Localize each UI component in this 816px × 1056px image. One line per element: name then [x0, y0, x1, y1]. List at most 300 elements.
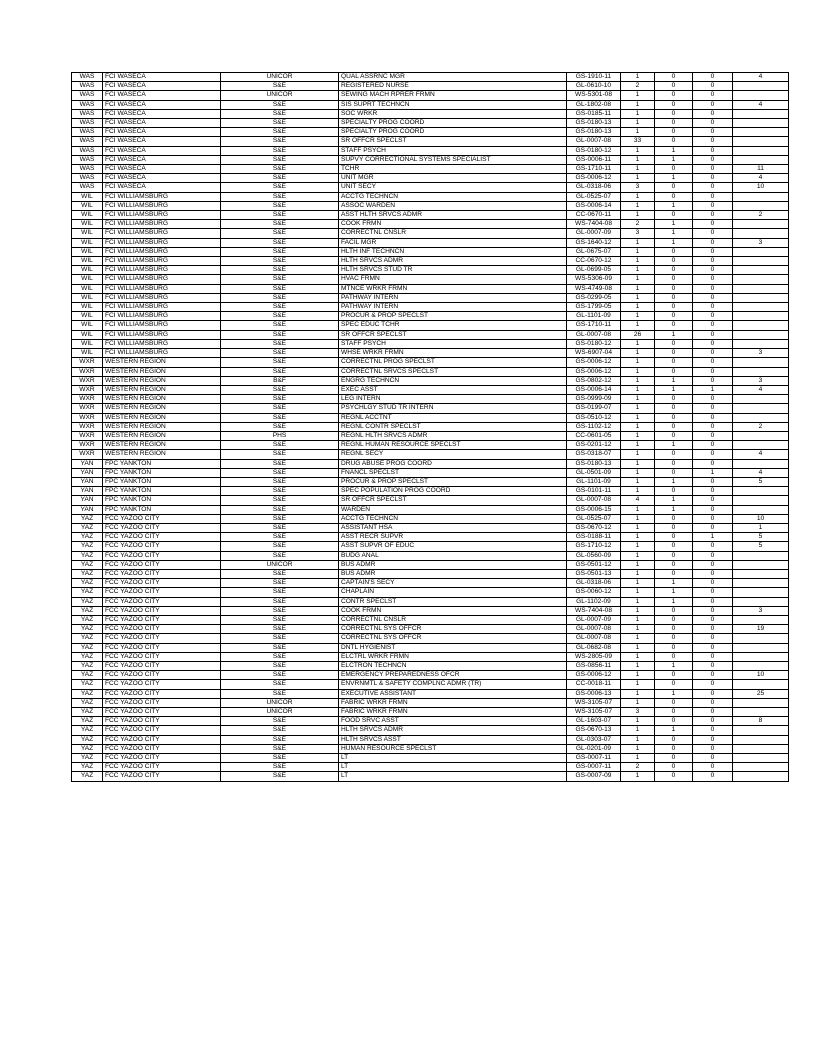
col-b-cell: 0 [693, 542, 733, 551]
site-code-cell: WXR [72, 385, 103, 394]
col-a-cell: 0 [655, 634, 693, 643]
grade-cell: GS-1102-12 [567, 422, 621, 431]
site-code-cell: WIL [72, 220, 103, 229]
col-b-cell: 1 [693, 385, 733, 394]
position-title-cell: ASSISTANT HSA [339, 523, 567, 532]
count-cell: 1 [621, 588, 655, 597]
table-row [72, 303, 789, 312]
grade-cell: GS-0501-12 [567, 560, 621, 569]
table-row [72, 754, 789, 763]
institution-cell: FCI WILLIAMSBURG [103, 339, 221, 348]
institution-cell: FCI WILLIAMSBURG [103, 257, 221, 266]
position-title-cell: BUS ADMR [339, 560, 567, 569]
col-b-cell: 0 [693, 266, 733, 275]
col-a-cell: 1 [655, 155, 693, 164]
count-cell: 1 [621, 238, 655, 247]
table-row [72, 128, 789, 137]
table-row [72, 201, 789, 210]
col-c-cell: 2 [733, 422, 789, 431]
fund-cell: S&E [221, 625, 339, 634]
count-cell: 33 [621, 137, 655, 146]
fund-cell: S&E [221, 487, 339, 496]
count-cell: 1 [621, 211, 655, 220]
col-b-cell: 0 [693, 763, 733, 772]
position-title-cell: WARDEN [339, 505, 567, 514]
position-title-cell: ASST SUPVR OF EDUC [339, 542, 567, 551]
grade-cell: GS-0670-12 [567, 523, 621, 532]
table-row [72, 413, 789, 422]
site-code-cell: WXR [72, 376, 103, 385]
site-code-cell: YAN [72, 468, 103, 477]
col-c-cell [733, 404, 789, 413]
col-b-cell: 0 [693, 119, 733, 128]
col-a-cell: 0 [655, 754, 693, 763]
col-a-cell: 0 [655, 100, 693, 109]
institution-cell: FCC YAZOO CITY [103, 579, 221, 588]
grade-cell: GS-1799-05 [567, 303, 621, 312]
col-b-cell: 0 [693, 505, 733, 514]
institution-cell: FCI WASECA [103, 165, 221, 174]
col-c-cell [733, 744, 789, 753]
col-a-cell: 1 [655, 220, 693, 229]
col-c-cell: 3 [733, 376, 789, 385]
col-a-cell: 1 [655, 174, 693, 183]
count-cell: 1 [621, 100, 655, 109]
site-code-cell: WIL [72, 293, 103, 302]
table-row [72, 73, 789, 82]
fund-cell: S&E [221, 358, 339, 367]
institution-cell: FCC YAZOO CITY [103, 551, 221, 560]
col-a-cell: 1 [655, 588, 693, 597]
fund-cell: S&E [221, 468, 339, 477]
institution-cell: FCC YAZOO CITY [103, 533, 221, 542]
institution-cell: WESTERN REGION [103, 395, 221, 404]
fund-cell: S&E [221, 257, 339, 266]
position-title-cell: SIS SUPRT TECHNCN [339, 100, 567, 109]
count-cell: 1 [621, 321, 655, 330]
count-cell: 1 [621, 404, 655, 413]
fund-cell: S&E [221, 211, 339, 220]
col-b-cell: 0 [693, 487, 733, 496]
col-c-cell [733, 192, 789, 201]
position-title-cell: UNIT MGR [339, 174, 567, 183]
count-cell: 1 [621, 468, 655, 477]
fund-cell: S&E [221, 772, 339, 781]
grade-cell: WS-5306-09 [567, 275, 621, 284]
col-b-cell: 0 [693, 367, 733, 376]
site-code-cell: YAN [72, 459, 103, 468]
col-b-cell: 0 [693, 413, 733, 422]
position-title-cell: SPEC EDUC TCHR [339, 321, 567, 330]
grade-cell: GS-0180-12 [567, 339, 621, 348]
col-b-cell: 0 [693, 229, 733, 238]
position-title-cell: HVAC FRMN [339, 275, 567, 284]
table-row [72, 358, 789, 367]
col-b-cell: 0 [693, 422, 733, 431]
col-b-cell: 0 [693, 404, 733, 413]
count-cell: 1 [621, 551, 655, 560]
col-b-cell: 0 [693, 137, 733, 146]
site-code-cell: YAZ [72, 523, 103, 532]
position-title-cell: CORRECTNL SYS OFFCR [339, 625, 567, 634]
col-b-cell: 0 [693, 431, 733, 440]
institution-cell: FCC YAZOO CITY [103, 744, 221, 753]
col-a-cell: 0 [655, 349, 693, 358]
position-title-cell: COOK FRMN [339, 606, 567, 615]
position-title-cell: FNANCL SPECLST [339, 468, 567, 477]
institution-cell: FCC YAZOO CITY [103, 671, 221, 680]
fund-cell: S&E [221, 689, 339, 698]
table-row [72, 477, 789, 486]
fund-cell: S&E [221, 192, 339, 201]
institution-cell: FCI WILLIAMSBURG [103, 293, 221, 302]
count-cell: 1 [621, 155, 655, 164]
grade-cell: WS-2805-09 [567, 652, 621, 661]
site-code-cell: YAZ [72, 514, 103, 523]
col-b-cell: 0 [693, 698, 733, 707]
site-code-cell: WIL [72, 349, 103, 358]
col-a-cell: 0 [655, 82, 693, 91]
col-b-cell: 0 [693, 220, 733, 229]
grade-cell: GS-0185-11 [567, 109, 621, 118]
site-code-cell: WXR [72, 441, 103, 450]
col-b-cell: 0 [693, 726, 733, 735]
position-title-cell: SPEC POPULATION PROG COORD [339, 487, 567, 496]
col-b-cell: 0 [693, 128, 733, 137]
grade-cell: WS-5301-08 [567, 91, 621, 100]
institution-cell: FPC YANKTON [103, 487, 221, 496]
col-b-cell: 0 [693, 689, 733, 698]
count-cell: 1 [621, 284, 655, 293]
fund-cell: S&E [221, 505, 339, 514]
table-row [72, 257, 789, 266]
table-body [72, 73, 789, 782]
fund-cell: S&E [221, 523, 339, 532]
table-row [72, 183, 789, 192]
grade-cell: GS-1710-11 [567, 321, 621, 330]
col-c-cell [733, 82, 789, 91]
grade-cell: GS-0006-14 [567, 385, 621, 394]
site-code-cell: YAZ [72, 542, 103, 551]
table-row [72, 137, 789, 146]
position-title-cell: HUMAN RESOURCE SPECLST [339, 744, 567, 753]
count-cell: 1 [621, 754, 655, 763]
table-row [72, 551, 789, 560]
position-title-cell: ELCTRON TECHNCN [339, 662, 567, 671]
vacancy-table [71, 72, 789, 782]
col-b-cell: 0 [693, 395, 733, 404]
institution-cell: FCC YAZOO CITY [103, 772, 221, 781]
grade-cell: GS-0180-12 [567, 146, 621, 155]
site-code-cell: WAS [72, 109, 103, 118]
institution-cell: FCI WASECA [103, 137, 221, 146]
fund-cell: S&E [221, 321, 339, 330]
position-title-cell: CORRECTNL CNSLR [339, 229, 567, 238]
grade-cell: GS-0006-15 [567, 505, 621, 514]
grade-cell: GS-1710-12 [567, 542, 621, 551]
table-row [72, 662, 789, 671]
fund-cell: S&E [221, 569, 339, 578]
count-cell: 1 [621, 662, 655, 671]
institution-cell: FCI WILLIAMSBURG [103, 349, 221, 358]
position-title-cell: COOK FRMN [339, 220, 567, 229]
table-row [72, 772, 789, 781]
col-a-cell: 0 [655, 698, 693, 707]
col-b-cell: 0 [693, 109, 733, 118]
col-c-cell [733, 569, 789, 578]
grade-cell: GS-0006-13 [567, 689, 621, 698]
position-title-cell: CORRECTNL CNSLR [339, 615, 567, 624]
table-row [72, 459, 789, 468]
institution-cell: FCI WILLIAMSBURG [103, 192, 221, 201]
site-code-cell: WAS [72, 174, 103, 183]
col-b-cell: 0 [693, 192, 733, 201]
fund-cell: S&E [221, 339, 339, 348]
position-title-cell: LT [339, 754, 567, 763]
count-cell: 3 [621, 708, 655, 717]
institution-cell: FCC YAZOO CITY [103, 560, 221, 569]
col-c-cell [733, 109, 789, 118]
fund-cell: B&F [221, 376, 339, 385]
grade-cell: CC-0670-11 [567, 211, 621, 220]
col-b-cell: 0 [693, 708, 733, 717]
site-code-cell: WXR [72, 450, 103, 459]
col-c-cell [733, 662, 789, 671]
col-c-cell [733, 303, 789, 312]
fund-cell: S&E [221, 137, 339, 146]
col-c-cell [733, 496, 789, 505]
fund-cell: S&E [221, 404, 339, 413]
fund-cell: S&E [221, 606, 339, 615]
col-a-cell: 0 [655, 514, 693, 523]
col-c-cell [733, 413, 789, 422]
table-row [72, 220, 789, 229]
fund-cell: S&E [221, 597, 339, 606]
col-b-cell: 0 [693, 625, 733, 634]
count-cell: 1 [621, 431, 655, 440]
institution-cell: FCI WILLIAMSBURG [103, 303, 221, 312]
count-cell: 1 [621, 671, 655, 680]
col-b-cell: 0 [693, 82, 733, 91]
col-c-cell [733, 680, 789, 689]
count-cell: 1 [621, 625, 655, 634]
site-code-cell: WIL [72, 211, 103, 220]
col-c-cell [733, 146, 789, 155]
col-b-cell: 0 [693, 91, 733, 100]
position-title-cell: SR OFFCR SPECLST [339, 496, 567, 505]
grade-cell: GL-0007-09 [567, 615, 621, 624]
col-a-cell: 0 [655, 183, 693, 192]
site-code-cell: WAS [72, 100, 103, 109]
col-c-cell [733, 643, 789, 652]
site-code-cell: YAZ [72, 754, 103, 763]
table-row [72, 726, 789, 735]
site-code-cell: YAZ [72, 671, 103, 680]
table-row [72, 293, 789, 302]
institution-cell: FCI WASECA [103, 100, 221, 109]
col-b-cell: 1 [693, 533, 733, 542]
position-title-cell: HLTH SRVCS ADMR [339, 726, 567, 735]
table-row [72, 321, 789, 330]
count-cell: 3 [621, 229, 655, 238]
col-c-cell: 4 [733, 385, 789, 394]
fund-cell: S&E [221, 100, 339, 109]
fund-cell: S&E [221, 533, 339, 542]
col-a-cell: 0 [655, 735, 693, 744]
count-cell: 2 [621, 220, 655, 229]
col-c-cell [733, 284, 789, 293]
count-cell: 1 [621, 514, 655, 523]
col-a-cell: 1 [655, 238, 693, 247]
table-row [72, 339, 789, 348]
grade-cell: GS-0318-07 [567, 450, 621, 459]
institution-cell: FCI WILLIAMSBURG [103, 312, 221, 321]
count-cell: 1 [621, 247, 655, 256]
count-cell: 1 [621, 293, 655, 302]
position-title-cell: PSYCHLGY STUD TR INTERN [339, 404, 567, 413]
col-c-cell: 4 [733, 174, 789, 183]
institution-cell: FCI WASECA [103, 155, 221, 164]
col-c-cell: 2 [733, 211, 789, 220]
fund-cell: UNICOR [221, 73, 339, 82]
count-cell: 1 [621, 772, 655, 781]
fund-cell: S&E [221, 652, 339, 661]
table-row [72, 82, 789, 91]
institution-cell: FCC YAZOO CITY [103, 588, 221, 597]
institution-cell: FCI WASECA [103, 128, 221, 137]
position-title-cell: REGNL HLTH SRVCS ADMR [339, 431, 567, 440]
grade-cell: GL-0318-06 [567, 183, 621, 192]
col-c-cell: 11 [733, 165, 789, 174]
count-cell: 1 [621, 606, 655, 615]
grade-cell: GS-0180-13 [567, 128, 621, 137]
position-title-cell: ENVRNMTL & SAFETY COMPLNC ADMR (TR) [339, 680, 567, 689]
institution-cell: FCI WASECA [103, 109, 221, 118]
table-row [72, 91, 789, 100]
position-title-cell: CORRECTNL PROG SPECLST [339, 358, 567, 367]
col-c-cell [733, 312, 789, 321]
grade-cell: GS-0060-12 [567, 588, 621, 597]
fund-cell: S&E [221, 395, 339, 404]
institution-cell: FCI WILLIAMSBURG [103, 266, 221, 275]
col-a-cell: 0 [655, 266, 693, 275]
table-row [72, 606, 789, 615]
position-title-cell: SR OFFCR SPECLST [339, 137, 567, 146]
position-title-cell: EXEC ASST [339, 385, 567, 394]
institution-cell: FCC YAZOO CITY [103, 569, 221, 578]
institution-cell: FCI WASECA [103, 146, 221, 155]
col-b-cell: 0 [693, 606, 733, 615]
col-c-cell [733, 634, 789, 643]
fund-cell: S&E [221, 662, 339, 671]
col-a-cell: 1 [655, 229, 693, 238]
col-c-cell: 3 [733, 238, 789, 247]
fund-cell: S&E [221, 165, 339, 174]
col-c-cell [733, 754, 789, 763]
count-cell: 1 [621, 91, 655, 100]
position-title-cell: WHSE WRKR FRMN [339, 349, 567, 358]
institution-cell: FCI WASECA [103, 73, 221, 82]
col-b-cell: 0 [693, 496, 733, 505]
col-c-cell [733, 698, 789, 707]
grade-cell: GS-0180-13 [567, 119, 621, 128]
grade-cell: WS-3105-07 [567, 698, 621, 707]
fund-cell: S&E [221, 330, 339, 339]
site-code-cell: YAZ [72, 643, 103, 652]
fund-cell: S&E [221, 284, 339, 293]
col-c-cell: 5 [733, 542, 789, 551]
grade-cell: GS-0180-13 [567, 459, 621, 468]
count-cell: 1 [621, 201, 655, 210]
position-title-cell: HLTH SRVCS ASST [339, 735, 567, 744]
grade-cell: GL-0501-09 [567, 468, 621, 477]
col-a-cell: 0 [655, 643, 693, 652]
col-b-cell: 0 [693, 643, 733, 652]
grade-cell: GS-0006-14 [567, 201, 621, 210]
count-cell: 1 [621, 717, 655, 726]
fund-cell: S&E [221, 634, 339, 643]
fund-cell: S&E [221, 266, 339, 275]
table-row [72, 275, 789, 284]
position-title-cell: LEG INTERN [339, 395, 567, 404]
fund-cell: S&E [221, 238, 339, 247]
fund-cell: S&E [221, 229, 339, 238]
count-cell: 1 [621, 680, 655, 689]
table-row [72, 579, 789, 588]
site-code-cell: WAS [72, 91, 103, 100]
site-code-cell: WAS [72, 183, 103, 192]
grade-cell: GS-1910-11 [567, 73, 621, 82]
col-c-cell [733, 220, 789, 229]
col-a-cell: 0 [655, 165, 693, 174]
institution-cell: FCC YAZOO CITY [103, 717, 221, 726]
institution-cell: WESTERN REGION [103, 413, 221, 422]
col-a-cell: 0 [655, 560, 693, 569]
grade-cell: GS-0006-12 [567, 367, 621, 376]
col-c-cell [733, 615, 789, 624]
table-row [72, 211, 789, 220]
grade-cell: WS-7404-08 [567, 220, 621, 229]
position-title-cell: CORRECTNL SYS OFFCR [339, 634, 567, 643]
grade-cell: GL-0007-08 [567, 137, 621, 146]
site-code-cell: WXR [72, 358, 103, 367]
fund-cell: S&E [221, 735, 339, 744]
col-a-cell: 0 [655, 339, 693, 348]
col-a-cell: 0 [655, 680, 693, 689]
site-code-cell: YAN [72, 477, 103, 486]
institution-cell: WESTERN REGION [103, 385, 221, 394]
count-cell: 1 [621, 257, 655, 266]
site-code-cell: WAS [72, 82, 103, 91]
count-cell: 1 [621, 523, 655, 532]
col-a-cell: 1 [655, 201, 693, 210]
institution-cell: FCI WILLIAMSBURG [103, 284, 221, 293]
institution-cell: FCI WILLIAMSBURG [103, 211, 221, 220]
position-title-cell: SEWING MACH RPRER FRMN [339, 91, 567, 100]
table-row [72, 569, 789, 578]
count-cell: 1 [621, 413, 655, 422]
site-code-cell: WIL [72, 330, 103, 339]
col-b-cell: 0 [693, 744, 733, 753]
table-row [72, 680, 789, 689]
fund-cell: UNICOR [221, 91, 339, 100]
col-a-cell: 0 [655, 247, 693, 256]
col-a-cell: 0 [655, 192, 693, 201]
table-row [72, 487, 789, 496]
institution-cell: FCI WILLIAMSBURG [103, 238, 221, 247]
col-c-cell: 3 [733, 349, 789, 358]
fund-cell: S&E [221, 385, 339, 394]
